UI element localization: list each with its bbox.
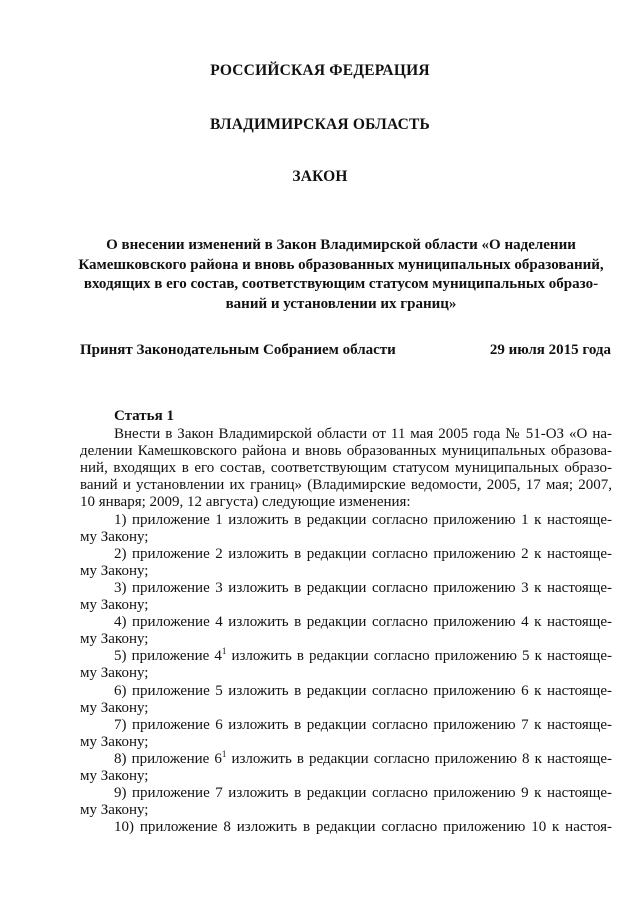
amendment-item: 10) приложение 8 изложить в редакции согласно приложению 10 к настоя- — [114, 819, 612, 836]
amendment-item: 9) приложение 7 изложить в редакции согласно приложению 9 к настояще- — [114, 785, 612, 802]
amendment-item: 8) приложение $6^1$ изложить в редакции согласно приложению 8 к настояще- — [114, 748, 612, 767]
amendment-item-continuation: му Закону; — [80, 802, 149, 819]
amendment-item-continuation: му Закону; — [80, 528, 149, 545]
amendment-item: 3) приложение 3 изложить в редакции согласно приложению 3 к настояще- — [114, 579, 612, 596]
article-body — [80, 408, 612, 836]
amendment-item: 1) приложение 1 изложить в редакции согласно приложению 1 к настояще- — [114, 511, 612, 528]
amendment-item-continuation: му Закону; — [80, 631, 149, 648]
amendment-item-continuation: му Закону; — [80, 767, 149, 784]
superscript-index: 1 — [221, 646, 227, 657]
country-heading: РОССИЙСКАЯ ФЕДЕРАЦИЯ — [210, 62, 430, 79]
amendment-item: 4) приложение 4 изложить в редакции согласно приложению 4 к настояще- — [114, 614, 612, 631]
amendment-item-continuation: му Закону; — [80, 597, 149, 614]
law-title-line: О внесении изменений в Закон Владимирской области «О наделении — [106, 237, 576, 253]
law-title-line: ваний и установлении их границ» — [225, 295, 457, 312]
amendment-item: 5) приложение $4^1$ изложить в редакции согласно приложению 5 к настояще- — [114, 646, 612, 665]
article-intro-line: делении Камешковского района и вновь образованных муниципальных образова- — [80, 443, 612, 460]
article-heading: Статья 1 — [114, 408, 174, 424]
article-intro-line: 10 января; 2009, 12 августа) следующие изменения: — [80, 494, 411, 511]
adoption-date: 29 июля 2015 года — [489, 342, 611, 358]
amendment-item: 2) приложение 2 изложить в редакции согласно приложению 2 к настояще- — [114, 545, 612, 562]
document-type-heading: ЗАКОН — [292, 168, 348, 185]
amendment-item: 6) приложение 5 изложить в редакции согласно приложению 6 к настояще- — [114, 682, 612, 699]
article-intro-line: Внести в Закон Владимирской области от 11 мая 2005 года № 51-ОЗ «О на- — [114, 426, 612, 443]
amendment-item-continuation: му Закону; — [80, 562, 149, 579]
region-heading: ВЛАДИМИРСКАЯ ОБЛАСТЬ — [210, 116, 430, 133]
amendment-item-continuation: му Закону; — [80, 699, 149, 716]
article-intro-line: ний, входящих в его состав, соответствующим статусом муниципальных образо- — [80, 460, 612, 477]
superscript-index: 1 — [221, 748, 227, 759]
law-title — [70, 236, 612, 314]
amendment-item-continuation: му Закону; — [80, 733, 149, 750]
amendment-item-continuation: му Закону; — [80, 665, 149, 682]
law-title-line: входящих в его состав, соответствующим статусом муниципальных образо- — [83, 276, 599, 292]
article-intro-line: ваний и установлении их границ» (Владимирские ведомости, 2005, 17 мая; 2007, — [80, 477, 612, 494]
adopted-by: Принят Законодательным Собранием области — [80, 342, 396, 358]
law-title-line: Камешковского района и вновь образованных муниципальных образований, — [78, 256, 604, 273]
amendment-item: 7) приложение 6 изложить в редакции согласно приложению 7 к настояще- — [114, 716, 612, 733]
